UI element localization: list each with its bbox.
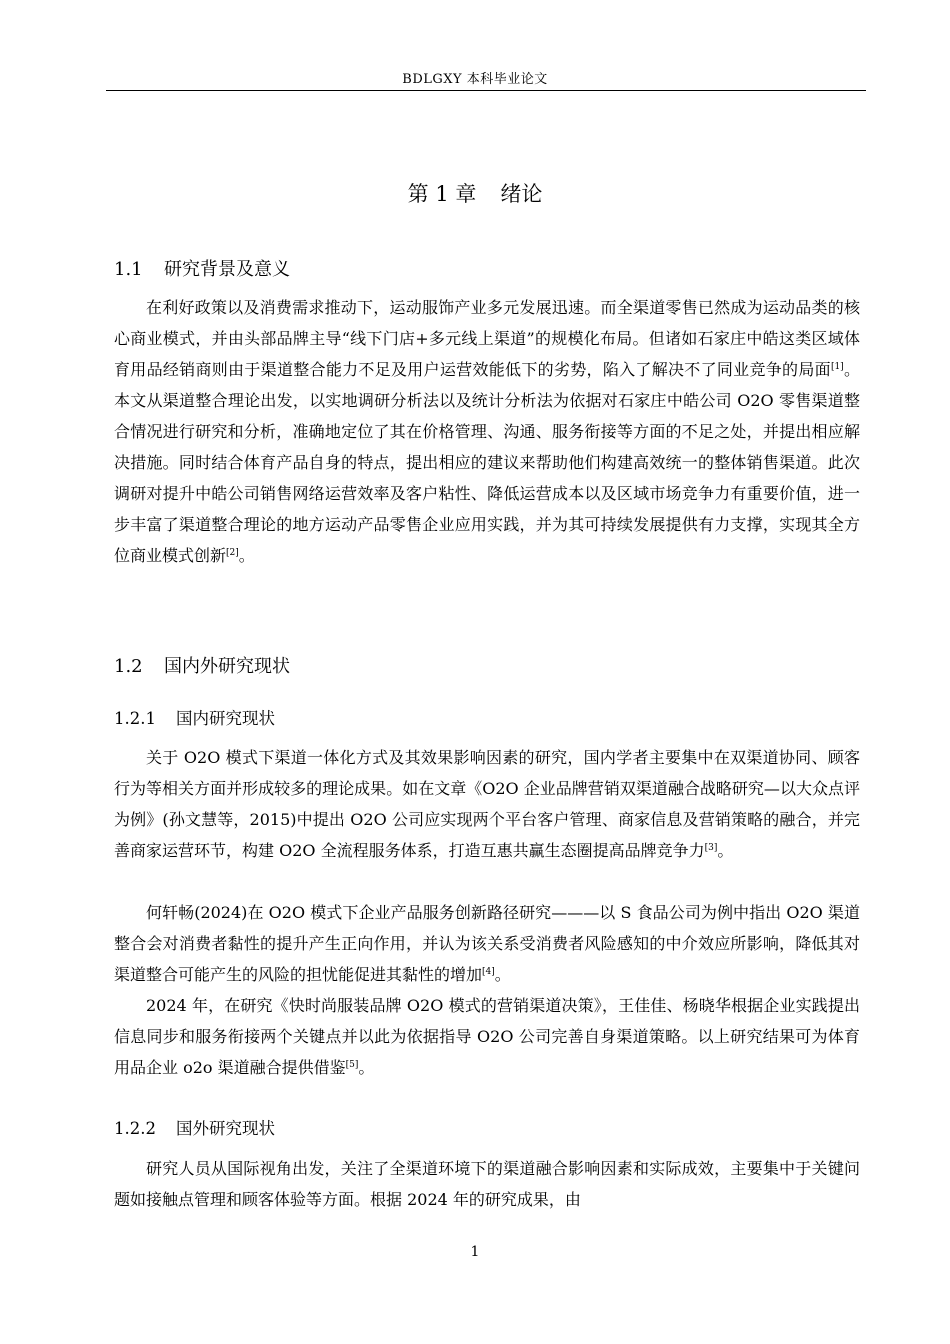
citation-ref: [3] <box>704 843 718 853</box>
page-number: 1 <box>470 1244 480 1260</box>
header-rule <box>106 90 866 91</box>
section-number: 1.2 <box>114 656 143 677</box>
section-title: 国内外研究现状 <box>164 656 290 677</box>
citation-ref: [1] <box>830 362 844 372</box>
paragraph-domestic-2: 何轩畅(2024)在 O2O 模式下企业产品服务创新路径研究———以 S 食品公司为例中指出 O2O 渠道整合会对消费者黏性的提升产生正向作用，并认为该关系受消费者风险感知的中介效应所影响，降低其对渠道整合可能产生的风险的担忧能促进其黏性的增加[4]。 <box>114 903 860 984</box>
section-heading-1-2 <box>114 652 290 678</box>
section-heading-1-1 <box>114 255 290 281</box>
citation-ref: [2] <box>226 548 239 558</box>
paragraph-domestic-3: 2024 年，在研究《快时尚服装品牌 O2O 模式的营销渠道决策》，王佳佳、杨晓华根据企业实践提出信息同步和服务衔接两个关键点并以此为依据指导 O2O 公司完善自身渠道策略。以上研究结果可为体育用品企业 o2o 渠道融合提供借鉴[5]。 <box>114 996 860 1077</box>
subsection-heading-1-2-1 <box>114 705 275 729</box>
subsection-title: 国内研究现状 <box>176 709 275 728</box>
subsection-heading-1-2-2 <box>114 1115 275 1139</box>
section-title: 研究背景及意义 <box>164 259 290 280</box>
subsection-number: 1.2.2 <box>114 1119 156 1138</box>
running-header: BDLGXY 本科毕业论文 <box>402 72 548 87</box>
citation-ref: [4] <box>482 967 495 977</box>
chapter-name: 绪论 <box>500 182 543 206</box>
subsection-title: 国外研究现状 <box>176 1119 275 1138</box>
subsection-number: 1.2.1 <box>114 709 156 728</box>
chapter-title <box>0 178 950 208</box>
chapter-number: 第 1 章 <box>407 182 477 206</box>
paragraph-domestic-1: 关于 O2O 模式下渠道一体化方式及其效果影响因素的研究，国内学者主要集中在双渠道协同、顾客行为等相关方面并形成较多的理论成果。如在文章《O2O 企业品牌营销双渠道融合战略研究—以大众点评为例》(孙文慧等，2015)中提出 O2O 公司应实现两个平台客户管理、商家信息及营销策略的融合，并完善商家运营环节，构建 O2O 全流程服务体系，打造互惠共赢生态圈提高品牌竞争力[3]。 <box>114 748 860 860</box>
paragraph-background: 在利好政策以及消费需求推动下，运动服饰产业多元发展迅速。而全渠道零售已然成为运动品类的核心商业模式，并由头部品牌主导“线下门店+多元线上渠道”的规模化布局。但诸如石家庄中皓这类区域体育用品经销商则由于渠道整合能力不足及用户运营效能低下的劣势，陷入了解决不了同业竞争的局面[1]。本文从渠道整合理论出发，以实地调研分析法以及统计分析法为依据对石家庄中皓公司 O2O 零售渠道整合情况进行研究和分析，准确地定位了其在价格管理、沟通、服务衔接等方面的不足之处，并提出相应解决措施。同时结合体育产品自身的特点，提出相应的建议来帮助他们构建高效统一的整体销售渠道。此次调研对提升中皓公司销售网络运营效率及客户粘性、降低运营成本以及区域市场竞争力有重要价值，进一步丰富了渠道整合理论的地方运动产品零售企业应用实践，并为其可持续发展提供有力支撑，实现其全方位商业模式创新[2]。 <box>114 298 860 565</box>
paragraph-foreign-1: 研究人员从国际视角出发，关注了全渠道环境下的渠道融合影响因素和实际成效，主要集中于关键问题如接触点管理和顾客体验等方面。根据 2024 年的研究成果，由 <box>114 1159 860 1209</box>
citation-ref: [5] <box>345 1060 359 1070</box>
section-number: 1.1 <box>114 259 143 280</box>
